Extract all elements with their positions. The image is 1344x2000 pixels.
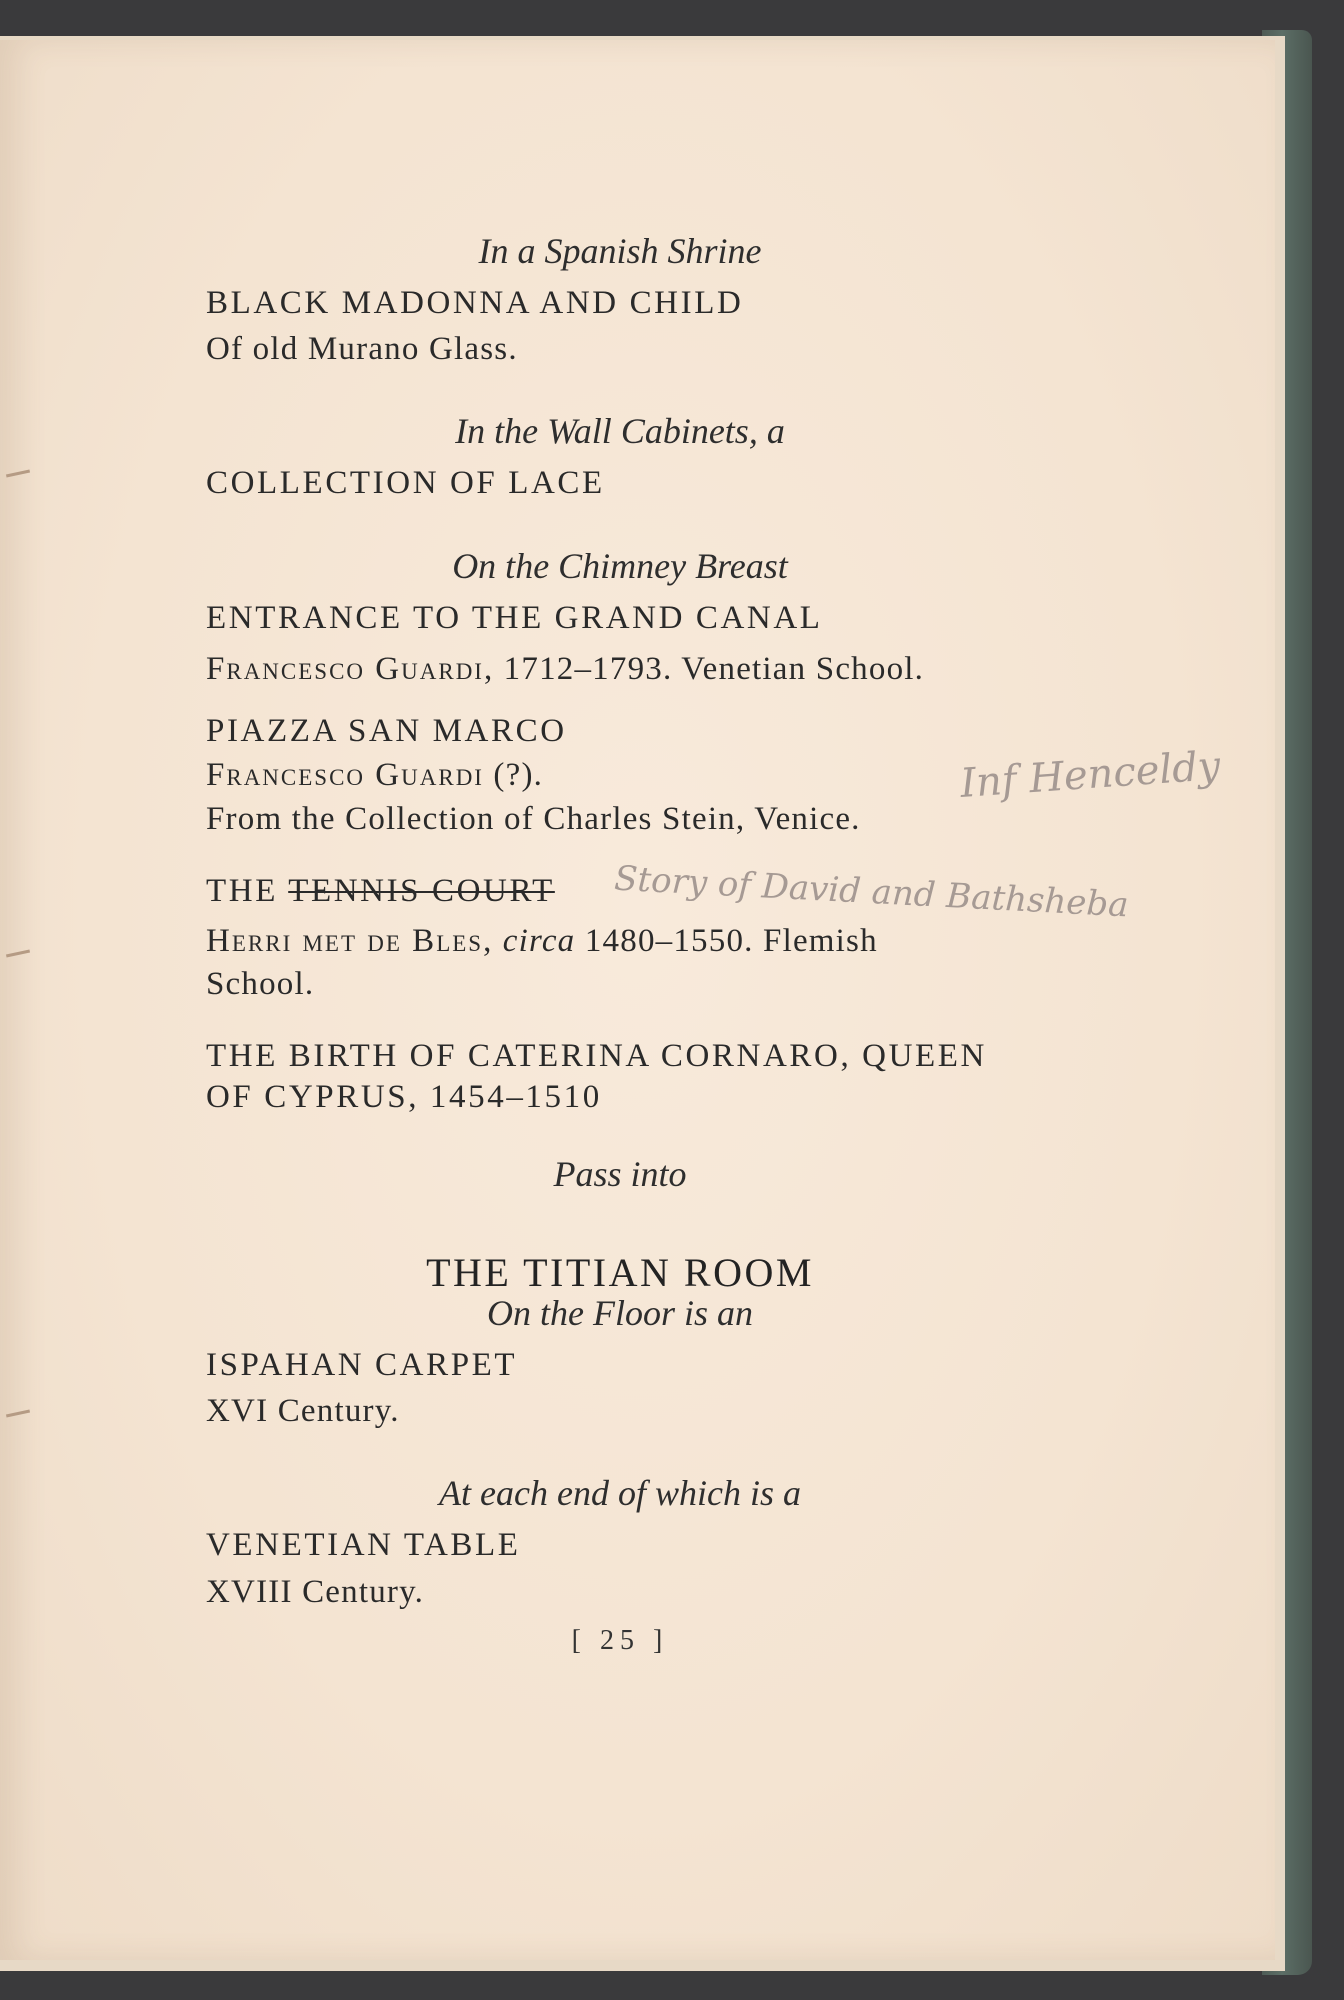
item-school-continued: School. [206, 966, 315, 1002]
pass-into-label: Pass into [553, 1154, 687, 1194]
item-title-ispahan-carpet: ISPAHAN CARPET [206, 1347, 518, 1383]
item-title-venetian-table: VENETIAN TABLE [206, 1527, 521, 1563]
item-date-school: 1480–1550. Flemish [575, 923, 878, 959]
attribution-query: (?). [483, 757, 544, 793]
item-title-collection-of-lace: COLLECTION OF LACE [206, 465, 605, 501]
item-attribution-tennis-court [206, 925, 878, 958]
item-detail-xviii-century: XVIII Century. [206, 1574, 425, 1610]
book-page [0, 40, 1275, 1960]
item-detail-xvi-century: XVI Century. [206, 1393, 400, 1429]
section-heading-chimney-breast: On the Chimney Breast [452, 546, 788, 586]
handwritten-margin-note: Inf Henceldy [958, 742, 1222, 808]
artist-name: Francesco Guardi, [206, 651, 495, 687]
item-attribution-grand-canal [206, 653, 924, 686]
gutter-thread-mark [6, 1410, 30, 1418]
item-date-school: 1712–1793. Venetian School. [494, 651, 925, 687]
handwritten-replacement-title: Story of David and Bathsheba [613, 858, 1130, 926]
title-prefix: THE [206, 873, 289, 909]
item-title-grand-canal: ENTRANCE TO THE GRAND CANAL [206, 600, 823, 636]
item-title-black-madonna: BLACK MADONNA AND CHILD [206, 285, 744, 321]
section-heading-spanish-shrine: In a Spanish Shrine [478, 231, 762, 271]
item-title-caterina-cornaro-line1: THE BIRTH OF CATERINA CORNARO, QUEEN [206, 1038, 987, 1074]
item-title-piazza-san-marco: PIAZZA SAN MARCO [206, 713, 567, 749]
page-number: [ 25 ] [571, 1625, 669, 1656]
gutter-thread-mark [6, 470, 30, 478]
item-attribution-piazza [206, 759, 543, 792]
artist-name: Francesco Guardi [206, 757, 484, 793]
item-provenance-piazza: From the Collection of Charles Stein, Venice. [206, 801, 861, 837]
artist-name: Herri met de Bles, [206, 923, 494, 959]
gutter-thread-mark [6, 950, 30, 958]
struck-title-text: TENNIS COURT [288, 873, 555, 909]
section-heading-each-end: At each end of which is a [439, 1473, 801, 1513]
room-title: THE TITIAN ROOM [426, 1250, 814, 1295]
section-heading-floor: On the Floor is an [487, 1293, 753, 1333]
circa-label: circa [502, 923, 576, 959]
item-title-tennis-court [206, 875, 555, 908]
section-heading-wall-cabinets: In the Wall Cabinets, a [455, 411, 785, 451]
item-title-caterina-cornaro-line2: OF CYPRUS, 1454–1510 [206, 1079, 602, 1115]
item-detail-murano-glass: Of old Murano Glass. [206, 331, 518, 367]
